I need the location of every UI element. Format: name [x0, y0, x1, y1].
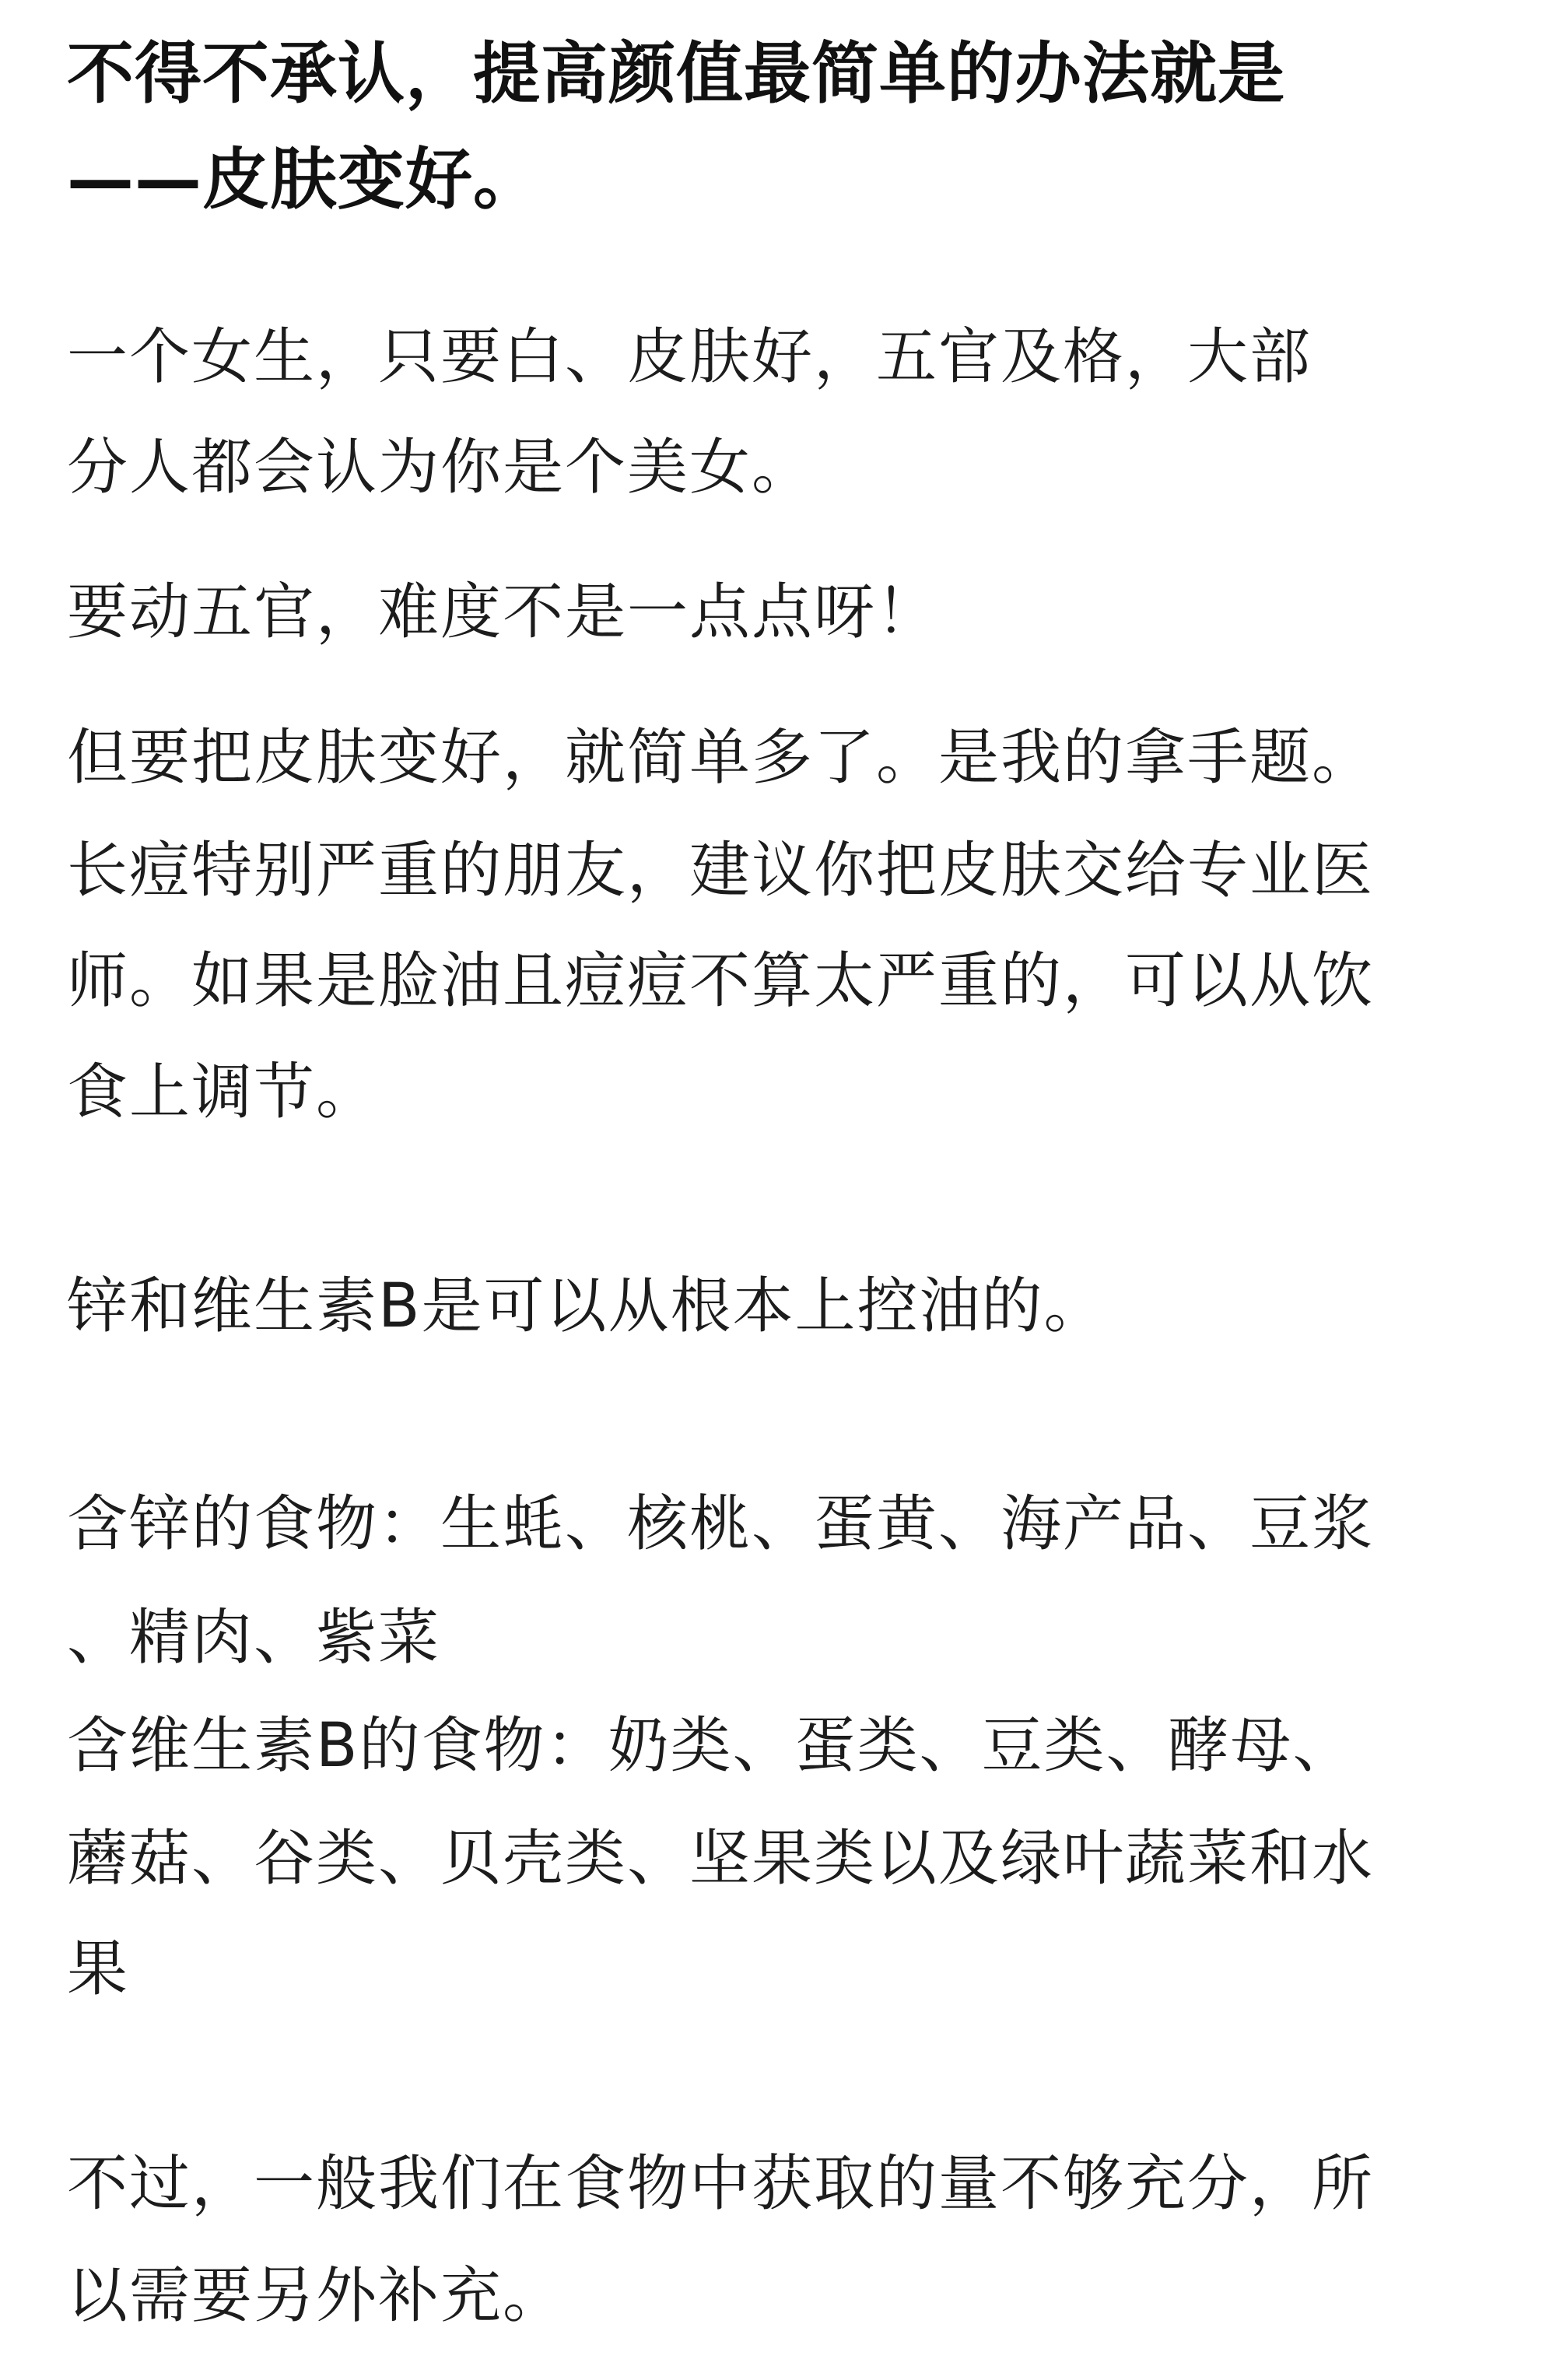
article-title-line-2: ——皮肤变好。	[67, 141, 541, 219]
paragraph-line: 含维生素B的食物：奶类、蛋类、豆类、酵母、	[67, 1711, 1355, 1781]
paragraph-line: 一个女生，只要白、皮肤好，五官及格，大部	[67, 322, 1312, 392]
paragraph-line: 果	[67, 1934, 130, 2004]
paragraph-line: 但要把皮肤变好，就简单多了。是我的拿手题。	[67, 723, 1375, 793]
paragraph-line: 不过，一般我们在食物中获取的量不够充分，所	[67, 2149, 1375, 2219]
paragraph-line: 分人都会认为你是个美女。	[67, 433, 815, 503]
paragraph-line: 蘑菇、谷类、贝壳类、坚果类以及绿叶蔬菜和水	[67, 1824, 1375, 1894]
article-title-line-1: 不得不承认，提高颜值最简单的办法就是	[67, 35, 1285, 113]
paragraph-line: 师。如果是脸油且痘痘不算太严重的，可以从饮	[67, 946, 1375, 1016]
paragraph-line: 要动五官，难度不是一点点呀！	[67, 577, 939, 647]
paragraph-line: 以需要另外补充。	[67, 2261, 566, 2331]
paragraph-line: 长痘特别严重的朋友，建议你把皮肤交给专业医	[67, 836, 1375, 906]
paragraph-line: 含锌的食物：生蚝、核桃、蛋黄、海产品、豆浆	[67, 1489, 1375, 1559]
paragraph-line: 锌和维生素B是可以从根本上控油的。	[67, 1271, 1106, 1341]
paragraph-line: 、精肉、紫菜	[67, 1603, 441, 1673]
paragraph-line: 食上调节。	[67, 1057, 379, 1127]
